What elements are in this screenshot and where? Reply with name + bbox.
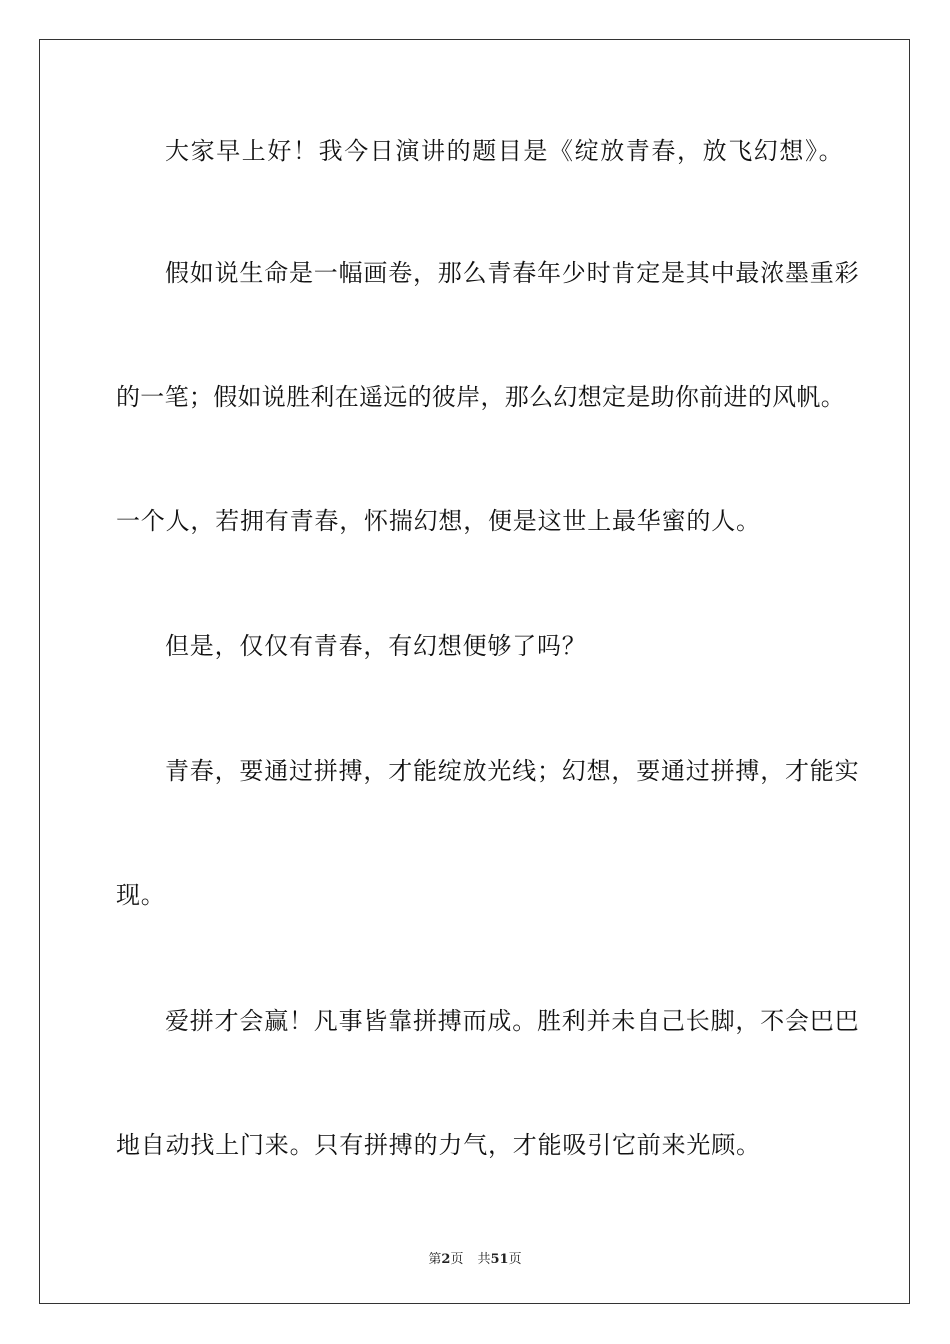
text-line-6: 青春，要通过拼搏，才能绽放光线；幻想，要通过拼搏，才能实: [165, 757, 860, 785]
page-footer: [0, 1248, 950, 1267]
page-suffix: 页: [450, 1252, 464, 1267]
total-suffix: 页: [508, 1252, 522, 1267]
page-prefix: 第: [428, 1252, 442, 1267]
text-line-4: 一个人，若拥有青春，怀揣幻想，便是这世上最华蜜的人。: [116, 507, 761, 535]
page-frame: [39, 39, 910, 1304]
total-prefix: 共: [477, 1252, 491, 1267]
page-number: 2: [441, 1252, 451, 1267]
text-line-7: 现。: [116, 881, 166, 909]
total-pages: 51: [490, 1252, 509, 1267]
text-line-8: 爱拼才会赢！凡事皆靠拼搏而成。胜利并未自己长脚，不会巴巴: [165, 1007, 860, 1035]
text-line-9: 地自动找上门来。只有拼搏的力气，才能吸引它前来光顾。: [116, 1131, 761, 1159]
text-line-1: 大家早上好！我今日演讲的题目是《绽放青春，放飞幻想》。: [165, 137, 845, 165]
text-line-2: 假如说生命是一幅画卷，那么青春年少时肯定是其中最浓墨重彩: [165, 259, 860, 287]
text-line-5: 但是，仅仅有青春，有幻想便够了吗？: [165, 632, 587, 660]
text-line-3: 的一笔；假如说胜利在遥远的彼岸，那么幻想定是助你前进的风帆。: [116, 383, 845, 411]
